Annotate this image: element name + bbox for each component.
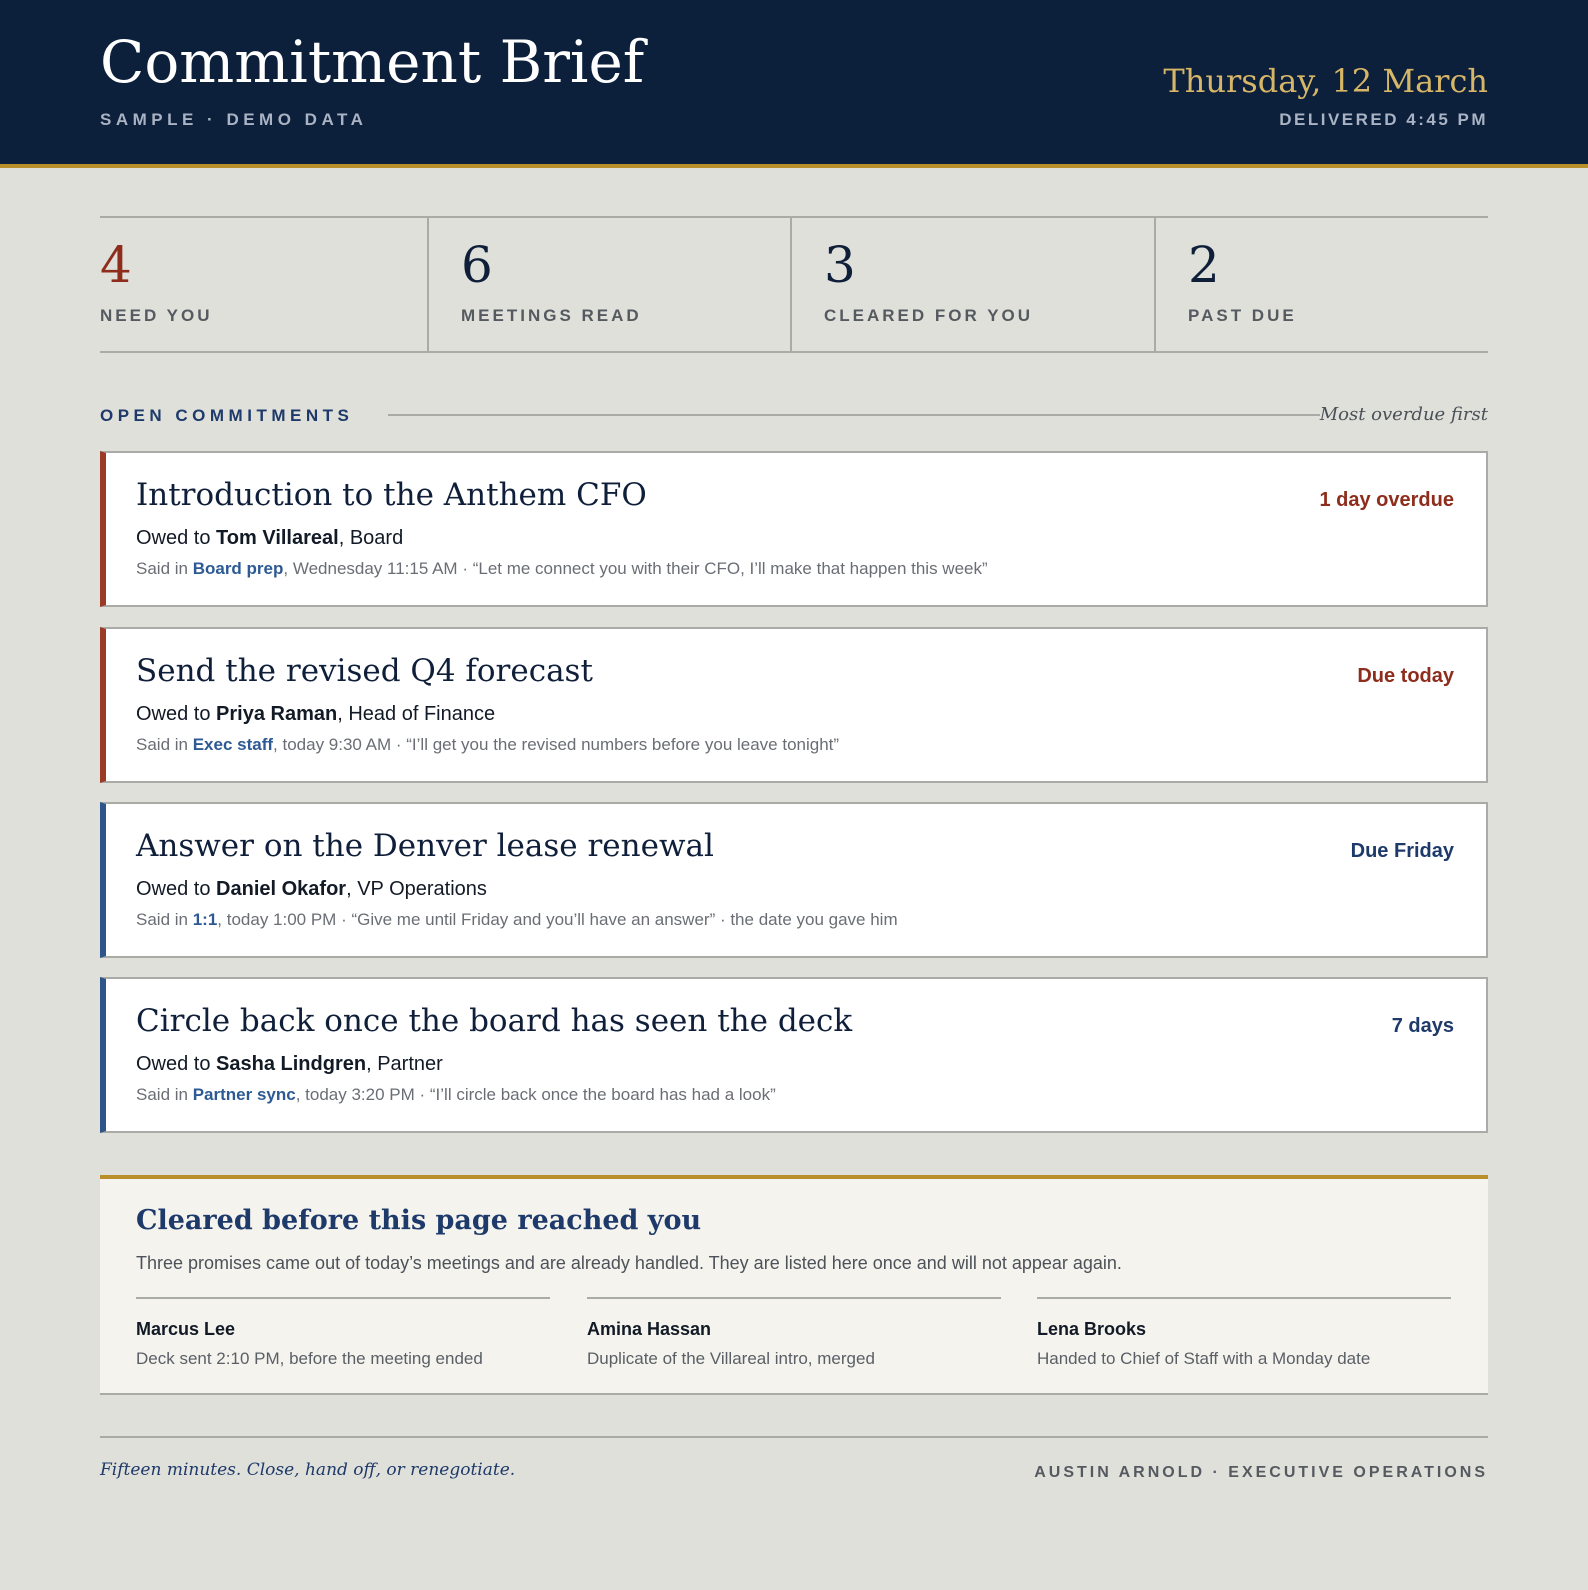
cleared-note: Deck sent 2:10 PM, before the meeting ended: [136, 1349, 483, 1368]
cleared-title: Cleared before this page reached you: [136, 1205, 702, 1236]
section-title: OPEN COMMITMENTS: [100, 406, 354, 425]
commitment-owed-to: Owed to Priya Raman, Head of Finance: [136, 703, 496, 725]
commitment-title: Answer on the Denver lease renewal: [136, 828, 714, 864]
stat-value: 3: [824, 236, 856, 294]
commitment-status: 7 days: [1391, 1015, 1454, 1037]
stat-need-you[interactable]: [100, 218, 427, 351]
stat-label: CLEARED FOR YOU: [824, 306, 1034, 325]
commitment-source: Said in 1:1, today 1:00 PM · “Give me until Friday and you’ll have an answer” · the date you gave him: [136, 910, 898, 929]
cleared-item: [1037, 1297, 1451, 1377]
commitment-status: Due Friday: [1350, 840, 1454, 862]
commitment-title: Circle back once the board has seen the deck: [136, 1003, 853, 1039]
commitment-status: 1 day overdue: [1319, 489, 1454, 511]
page-subtitle: SAMPLE · DEMO DATA: [100, 110, 368, 129]
brief-date: Thursday, 12 March: [1163, 62, 1488, 100]
meeting-link[interactable]: Board prep: [192, 559, 284, 578]
cleared-person: Amina Hassan: [587, 1319, 712, 1339]
cleared-note: Duplicate of the Villareal intro, merged: [587, 1349, 875, 1368]
stat-value: 2: [1188, 236, 1220, 294]
cleared-panel: [100, 1175, 1488, 1395]
stats-bar: [100, 216, 1488, 353]
page-title: Commitment Brief: [100, 28, 645, 96]
delivered-time: DELIVERED 4:45 PM: [1279, 110, 1488, 129]
commitment-card[interactable]: [100, 802, 1488, 958]
meeting-link[interactable]: 1:1: [192, 910, 218, 929]
commitment-card[interactable]: [100, 451, 1488, 607]
commitment-owed-to: Owed to Tom Villareal, Board: [136, 527, 404, 549]
owed-person: Tom Villareal: [216, 527, 339, 549]
commitment-card[interactable]: [100, 627, 1488, 783]
open-commitments-header: [100, 406, 1488, 430]
cleared-item: [136, 1297, 550, 1377]
cleared-person: Lena Brooks: [1037, 1319, 1147, 1339]
commitment-source: Said in Exec staff, today 9:30 AM · “I’ll get you the revised numbers before you leave tonight”: [136, 735, 840, 754]
page-footer: [100, 1436, 1488, 1496]
page-header: [0, 0, 1588, 168]
commitment-owed-to: Owed to Sasha Lindgren, Partner: [136, 1053, 443, 1075]
cleared-description: Three promises came out of today’s meetings and are already handled. They are listed here once and will not appear again.: [136, 1253, 1122, 1273]
commitment-source: Said in Partner sync, today 3:20 PM · “I’ll circle back once the board has had a look”: [136, 1085, 776, 1104]
commitment-title: Send the revised Q4 forecast: [136, 653, 593, 689]
stat-label: PAST DUE: [1188, 306, 1297, 325]
commitment-status: Due today: [1357, 665, 1454, 687]
commitment-title: Introduction to the Anthem CFO: [136, 477, 647, 513]
section-divider: [388, 414, 1320, 416]
stat-label: NEED YOU: [100, 306, 213, 325]
owed-person: Sasha Lindgren: [216, 1053, 367, 1075]
commitment-source: Said in Board prep, Wednesday 11:15 AM · “Let me connect you with their CFO, I’ll make that happen this week”: [136, 559, 988, 578]
stat-value: 4: [100, 236, 132, 294]
footer-signature: AUSTIN ARNOLD · EXECUTIVE OPERATIONS: [1034, 1464, 1488, 1481]
meeting-link[interactable]: Exec staff: [192, 735, 274, 754]
cleared-person: Marcus Lee: [136, 1319, 236, 1339]
commitment-owed-to: Owed to Daniel Okafor, VP Operations: [136, 878, 487, 900]
cleared-item: [587, 1297, 1001, 1377]
commitment-card[interactable]: [100, 977, 1488, 1133]
stat-label: MEETINGS READ: [461, 306, 642, 325]
owed-person: Priya Raman: [216, 703, 338, 725]
stat-past-due[interactable]: [1154, 218, 1488, 351]
meeting-link[interactable]: Partner sync: [192, 1085, 296, 1104]
stat-cleared-for-you[interactable]: [790, 218, 1154, 351]
stat-meetings-read[interactable]: [427, 218, 790, 351]
cleared-note: Handed to Chief of Staff with a Monday date: [1037, 1349, 1371, 1368]
sort-note: Most overdue first: [1319, 404, 1488, 425]
owed-person: Daniel Okafor: [216, 878, 347, 900]
stat-value: 6: [461, 236, 493, 294]
footer-quote: Fifteen minutes. Close, hand off, or renegotiate.: [100, 1460, 516, 1480]
